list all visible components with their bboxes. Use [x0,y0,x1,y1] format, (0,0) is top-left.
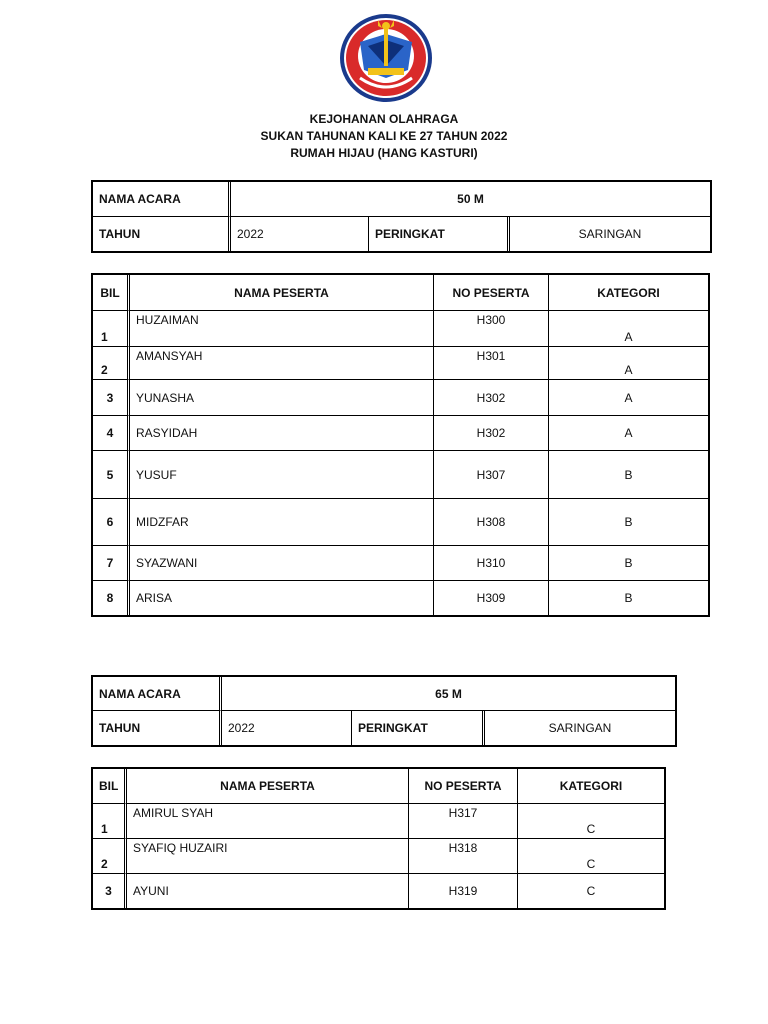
bil-cell: 2 [101,857,108,871]
event1-participants-table [91,273,710,617]
nama-cell: AMIRUL SYAH [133,806,214,820]
kategori-cell: A [549,380,708,416]
event2-col-no: NO PESERTA [409,769,518,804]
table-row [93,874,664,908]
bil-cell: 1 [101,330,108,344]
no-cell: H318 [448,841,478,855]
table-row [93,546,708,581]
bil-cell: 3 [93,380,130,416]
nama-cell: SYAZWANI [130,546,434,581]
table-row [93,347,708,380]
kategori-cell: C [586,822,596,836]
event1-tahun: 2022 [231,217,369,251]
table-row [93,311,708,347]
event1-col-nama: NAMA PESERTA [130,275,434,311]
bil-cell: 8 [93,581,130,615]
no-cell: H317 [448,806,478,820]
kategori-cell: B [549,546,708,581]
event2-col-bil: BIL [93,769,127,804]
event2-participants-table [91,767,666,910]
table-row [93,804,664,839]
nama-cell: AMANSYAH [136,349,203,363]
table-row [93,380,708,416]
nama-cell: HUZAIMAN [136,313,199,327]
bil-cell: 1 [101,822,108,836]
event2-col-nama: NAMA PESERTA [127,769,409,804]
school-crest-logo [338,12,434,104]
kategori-cell: C [586,857,596,871]
event2-peringkat-label: PERINGKAT [352,711,485,745]
event2-nama-acara-label: NAMA ACARA [93,677,222,711]
event1-tahun-label: TAHUN [93,217,231,251]
no-cell: H307 [434,451,549,499]
event1-peringkat: SARINGAN [578,227,642,241]
event2-info-table [91,675,677,747]
bil-cell: 6 [93,499,130,546]
no-cell: H308 [434,499,549,546]
event1-col-no: NO PESERTA [434,275,549,311]
kategori-cell: B [624,591,633,605]
event2-col-kategori: KATEGORI [518,769,664,804]
nama-cell: AYUNI [127,874,409,908]
table-row [93,581,708,615]
title-line-1: KEJOHANAN OLAHRAGA [309,112,459,126]
kategori-cell: C [586,884,596,898]
nama-cell: YUSUF [130,451,434,499]
event1-col-bil: BIL [93,275,130,311]
table-row [93,499,708,546]
table-row [93,839,664,874]
event2-peringkat: SARINGAN [548,721,612,735]
no-cell: H309 [434,581,549,615]
nama-cell: MIDZFAR [130,499,434,546]
event1-info-table [91,180,712,253]
nama-cell: ARISA [130,581,434,615]
no-cell: H319 [409,874,518,908]
nama-cell: YUNASHA [130,380,434,416]
kategori-cell: B [549,451,708,499]
kategori-cell: A [624,330,633,344]
table-row [93,416,708,451]
bil-cell: 2 [101,363,108,377]
no-cell: H300 [476,313,506,327]
no-cell: H302 [434,416,549,451]
event2-tahun: 2022 [222,711,352,745]
event1-nama-acara: 50 M [231,182,710,217]
bil-cell: 3 [93,874,127,908]
event1-nama-acara-label: NAMA ACARA [93,182,231,217]
event1-col-kategori: KATEGORI [549,275,708,311]
title-line-2: SUKAN TAHUNAN KALI KE 27 TAHUN 2022 [260,129,508,143]
table-row [93,451,708,499]
bil-cell: 4 [93,416,130,451]
event1-peringkat-label: PERINGKAT [369,217,510,251]
title-line-3: RUMAH HIJAU (HANG KASTURI) [290,146,478,160]
event2-nama-acara: 65 M [222,677,675,711]
bil-cell: 5 [93,451,130,499]
nama-cell: RASYIDAH [130,416,434,451]
no-cell: H310 [434,546,549,581]
kategori-cell: B [549,499,708,546]
no-cell: H302 [434,380,549,416]
kategori-cell: A [549,416,708,451]
no-cell: H301 [476,349,506,363]
bil-cell: 7 [93,546,130,581]
kategori-cell: A [624,363,633,377]
event2-tahun-label: TAHUN [93,711,222,745]
nama-cell: SYAFIQ HUZAIRI [133,841,228,855]
